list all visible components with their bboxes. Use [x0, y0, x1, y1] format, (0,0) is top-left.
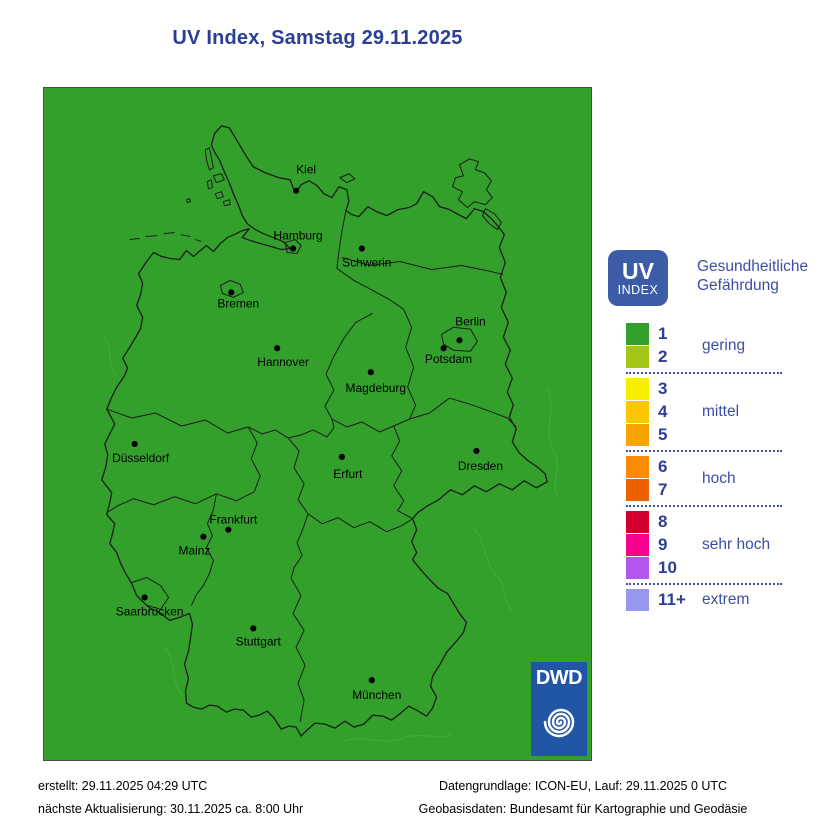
- city-label: Düsseldorf: [112, 450, 170, 465]
- legend-row: [626, 557, 830, 579]
- city-label: Schwerin: [342, 255, 392, 270]
- uv-color-swatch: [626, 479, 649, 501]
- uv-value: 10: [658, 558, 677, 577]
- city-label: Potsdam: [424, 352, 473, 367]
- footer-created: erstellt: 29.11.2025 04:29 UTC: [38, 779, 208, 793]
- uv-value: 4: [658, 402, 668, 421]
- city-dot: [250, 625, 256, 631]
- footer-data-source: Datengrundlage: ICON-EU, Lauf: 29.11.2025 0 UTC: [438, 779, 728, 793]
- uv-color-swatch: [626, 456, 649, 478]
- legend-row: [626, 511, 830, 533]
- city-label: Hannover: [257, 355, 310, 370]
- city-label: Saarbrücken: [115, 604, 184, 619]
- legend-heading: [697, 257, 808, 295]
- uv-value: 11+: [658, 590, 686, 609]
- legend-group-mittel: [608, 378, 830, 446]
- uv-badge-line1: UV: [622, 257, 654, 284]
- legend-heading-line1: Gesundheitliche: [697, 258, 809, 275]
- legend-group-hoch: [608, 456, 830, 501]
- page-title: UV Index, Samstag 29.11.2025: [172, 27, 463, 49]
- city-dot: [142, 594, 148, 600]
- legend-separator: [626, 372, 782, 374]
- uv-value: 2: [658, 347, 668, 366]
- uv-value: 7: [658, 480, 668, 499]
- city-label: München: [352, 688, 402, 703]
- city-label: Mainz: [178, 543, 211, 558]
- city-dot: [290, 245, 296, 251]
- risk-level-label: mittel: [702, 403, 740, 420]
- legend-group-sehr-hoch: [608, 511, 830, 579]
- uv-color-swatch: [626, 511, 649, 533]
- uv-value: 1: [658, 324, 668, 343]
- city-dot: [473, 448, 479, 454]
- city-dot: [440, 345, 446, 351]
- legend-separator: [626, 505, 782, 507]
- legend-row: [626, 378, 830, 400]
- city-dot: [228, 289, 234, 295]
- germany-outline: [102, 126, 547, 736]
- uv-color-swatch: [626, 323, 649, 345]
- risk-level-label: sehr hoch: [702, 536, 771, 553]
- uv-color-swatch: [626, 534, 649, 556]
- city-label: Erfurt: [333, 466, 363, 481]
- dwd-logo-text: DWD: [535, 667, 583, 689]
- uv-value: 5: [658, 425, 668, 444]
- dwd-logo: [531, 662, 587, 756]
- uv-index-badge: [608, 250, 668, 306]
- legend-row: [626, 424, 830, 446]
- risk-level-label: gering: [702, 336, 746, 354]
- city-dot: [293, 188, 299, 194]
- uv-color-swatch: [626, 401, 649, 423]
- uv-badge-line2: INDEX: [617, 282, 659, 297]
- city-dot: [339, 454, 345, 460]
- uv-color-swatch: [626, 424, 649, 446]
- risk-level-label: extrem: [702, 591, 750, 608]
- city-label: Magdeburg: [345, 381, 407, 396]
- legend-scale: [608, 323, 830, 612]
- city-dot: [132, 441, 138, 447]
- footer-next-update: nächste Aktualisierung: 30.11.2025 ca. 8:00 Uhr: [38, 802, 304, 816]
- city-dot: [359, 245, 365, 251]
- uv-color-swatch: [626, 346, 649, 368]
- city-dot: [225, 527, 231, 533]
- city-dot: [369, 677, 375, 683]
- city-dot: [200, 534, 206, 540]
- city-label: Hamburg: [273, 228, 323, 243]
- uv-map: [43, 87, 592, 761]
- dwd-spiral-icon: [531, 691, 587, 753]
- legend-heading-line2: Gefährdung: [697, 277, 779, 294]
- legend-group-extrem: [608, 589, 830, 611]
- state-borders: [107, 211, 517, 722]
- city-dot: [274, 345, 280, 351]
- uv-color-swatch: [626, 589, 649, 611]
- city-dot: [456, 337, 462, 343]
- city-label: Bremen: [217, 296, 260, 311]
- risk-level-label: hoch: [702, 469, 736, 487]
- uv-value: 3: [658, 379, 668, 398]
- footer-geo-source: Geobasisdaten: Bundesamt für Kartographie und Geodäsie: [418, 802, 748, 816]
- uv-color-swatch: [626, 378, 649, 400]
- uv-value: 6: [658, 457, 668, 476]
- uv-color-swatch: [626, 557, 649, 579]
- uv-value: 8: [658, 512, 668, 531]
- city-dot: [368, 369, 374, 375]
- legend-separator: [626, 450, 782, 452]
- city-label: Dresden: [457, 458, 503, 473]
- neighbor-border-hints: [104, 337, 558, 741]
- legend-group-gering: [608, 323, 830, 368]
- city-label: Kiel: [296, 162, 317, 177]
- city-label: Berlin: [455, 314, 486, 329]
- uv-value: 9: [658, 535, 668, 554]
- city-label: Stuttgart: [235, 634, 281, 649]
- germany-map-canvas: [44, 88, 591, 760]
- legend-separator: [626, 583, 782, 585]
- city-label: Frankfurt: [209, 512, 258, 527]
